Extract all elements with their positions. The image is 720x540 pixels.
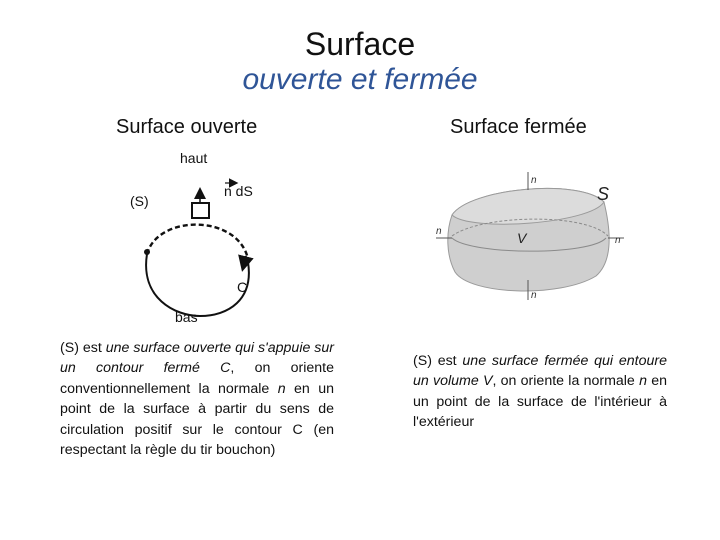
label-haut: haut (180, 150, 208, 166)
closed-label-n-bottom: n (531, 290, 537, 301)
closed-label-n-top: n (531, 175, 537, 186)
open-surface-description: (S) est une surface ouverte qui s'appuie sur un contour fermé C, on oriente conventionnellement la normale n en un point de la surface à partir du sens de circulation positif sur le contour C (en respectant la règle du tir bouchon) (60, 340, 335, 459)
label-surface-s: (S) (130, 193, 149, 209)
closed-label-s: S (597, 184, 610, 204)
open-surface-heading: Surface ouverte (116, 116, 258, 138)
closed-label-v: V (517, 230, 527, 246)
slide-subtitle: ouverte et fermée (242, 63, 478, 96)
label-contour-c: C (237, 279, 248, 295)
slide-title: Surface (304, 26, 416, 62)
closed-label-n-right: n (615, 235, 621, 246)
label-normal-ds: n dS (224, 183, 253, 199)
closed-surface-description: (S) est une surface fermée qui entoure un volume V, on oriente la normale n en un point de la surface de l'intérieur à l'extérieur (413, 353, 667, 431)
closed-label-n-left: n (436, 226, 442, 237)
label-bas: bas (175, 309, 198, 325)
closed-surface-heading: Surface fermée (450, 116, 587, 138)
